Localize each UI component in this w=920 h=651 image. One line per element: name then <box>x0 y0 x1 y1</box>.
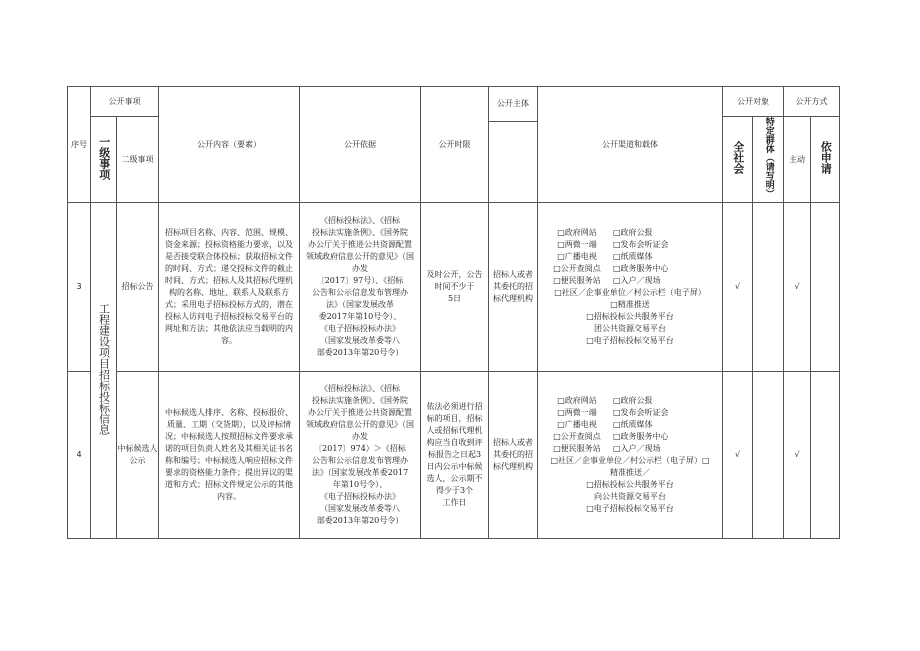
basis-line: 投标法实施条例》、《国务院 <box>312 228 408 237</box>
basis-line: 办公厅关于推进公共资源配置 <box>308 240 412 249</box>
header-subject-spacer <box>489 121 538 202</box>
row-item: 招标公告 <box>117 203 159 372</box>
channel-option: □两微一端 <box>557 240 597 249</box>
basis-line: 年第10号令）、 <box>332 480 388 489</box>
basis-line: 〔2017〕97号）、《招标 <box>316 276 404 285</box>
time-limit-line: 得少于3个 <box>435 486 474 495</box>
disclosure-table <box>67 86 840 539</box>
time-limit-line: 工作日 <box>442 498 467 507</box>
row-content: 中标候选人排序、名称、投标报价、质量、工期（交货期），以及评标情况；中标候选人按照招标文件要求承诺的项目负责人姓名及其相关证书名称和编号；中标候选人响应招标文件要求的资格能力条件；提出异议的渠道和方式；招标文件规定公示的其他内容。 <box>159 372 300 539</box>
row-target-specific-check <box>753 372 784 539</box>
row-basis <box>300 203 421 372</box>
time-limit-line: 构应当自收到评 <box>426 438 483 447</box>
header-basis: 公开依据 <box>300 87 421 203</box>
header-subject: 公开主体 <box>489 87 538 122</box>
channel-row <box>541 239 719 251</box>
channel-option: □政府公报 <box>613 228 653 237</box>
channel-option: □电子招标投标交易平台 <box>586 504 674 513</box>
header-channels: 公开渠道和载体 <box>538 87 723 203</box>
channel-option: □招标投标公共服务平台 <box>586 480 674 489</box>
row-method-apply-check <box>811 372 840 539</box>
basis-line: 《招标投标法》、《招标 <box>320 384 400 393</box>
header-seq: 序号 <box>68 87 91 203</box>
channel-option: □公开查阅点 <box>553 264 601 273</box>
basis-line: 《电子招标投标办法》 <box>320 324 400 333</box>
header-public-item: 公开事项 <box>91 87 159 117</box>
channel-option: □纸质媒体 <box>613 420 653 429</box>
basis-line: 领域政府信息公开的意见》（国办发 <box>306 252 414 273</box>
row-subject: 招标人或者其委托的招标代理机构 <box>489 203 538 372</box>
channel-option: 团公共资源交易平台 <box>594 324 666 333</box>
header-target-all-cell <box>723 117 753 203</box>
header-target-specific-cell <box>753 117 784 203</box>
channel-option: □广播电视 <box>557 252 597 261</box>
channel-option: □两微一端 <box>557 408 597 417</box>
row-channels <box>538 203 723 372</box>
basis-line: 办公厅关于推进公共资源配置 <box>308 408 412 417</box>
time-limit-line: 5日 <box>447 294 462 303</box>
header-target-all: 全社会 <box>731 141 745 174</box>
row-method-apply-check <box>811 203 840 372</box>
channel-row <box>541 443 719 455</box>
row-time-limit <box>421 372 489 539</box>
row-target-all-check: √ <box>723 203 753 372</box>
header-level1: 一级事项 <box>97 135 111 180</box>
channel-option: □精准推送 <box>610 300 650 309</box>
channel-option: □政府公报 <box>613 396 653 405</box>
channel-option: □政务服务中心 <box>613 432 669 441</box>
channel-row <box>541 227 719 239</box>
channel-option: □便民服务站 <box>553 276 601 285</box>
channel-option: □发布会听证会 <box>613 408 669 417</box>
channel-row <box>541 395 719 407</box>
row-item: 中标候选人公示 <box>117 372 159 539</box>
channel-option: □招标投标公共服务平台 <box>586 312 674 321</box>
time-limit-line: 日内公示中标候 <box>426 462 483 471</box>
row-seq: 4 <box>68 372 91 539</box>
header-target: 公开对象 <box>723 87 784 117</box>
channel-option: □发布会听证会 <box>613 240 669 249</box>
channel-option: □政务服务中心 <box>613 264 669 273</box>
header-content: 公开内容（要素） <box>159 87 300 203</box>
basis-line: （国家发展改革委等八 <box>320 336 400 345</box>
time-limit-line: 依法必须进行招 <box>426 402 483 411</box>
channel-option: □入户／现场 <box>613 276 661 285</box>
basis-line: 公告和公示信息发布管理办 <box>312 288 408 297</box>
basis-line: 《招标投标法》、《招标 <box>320 216 400 225</box>
basis-line: 《电子招标投标办法》 <box>320 492 400 501</box>
basis-line: 领域政府信息公开的意见》（国办发 <box>306 420 414 441</box>
channel-option: □便民服务站 <box>553 444 601 453</box>
time-limit-line: 选人，公示期不 <box>426 474 483 483</box>
header-level2: 二级事项 <box>117 117 159 203</box>
channel-row <box>541 431 719 443</box>
row-basis <box>300 372 421 539</box>
channel-row <box>541 275 719 287</box>
header-level1-cell <box>91 117 117 203</box>
table-row <box>68 203 840 372</box>
channel-option: □社区／企事业单位／村公示栏（电子屏） <box>554 288 706 297</box>
row-target-all-check: √ <box>723 372 753 539</box>
time-limit-line: 标的项目，招标 <box>426 414 483 423</box>
row-seq: 3 <box>68 203 91 372</box>
channel-option: □电子招标投标交易平台 <box>586 336 674 345</box>
channel-option: □政府网站 <box>557 396 597 405</box>
channel-row <box>541 407 719 419</box>
row-method-active-check: √ <box>784 203 811 372</box>
time-limit-line: 人或招标代理机 <box>426 426 483 435</box>
time-limit-line: 标报告之日起3 <box>427 450 482 459</box>
header-method-active: 主动 <box>784 117 811 203</box>
channel-row <box>541 251 719 263</box>
header-method: 公开方式 <box>784 87 840 117</box>
row-subject: 招标人或者其委托的招标代理机构 <box>489 372 538 539</box>
basis-line: （国家发展改革委等八 <box>320 504 400 513</box>
channel-option: □政府网站 <box>557 228 597 237</box>
basis-line: 部委2013年第20号令） <box>316 348 404 357</box>
header-time-limit: 公开时限 <box>421 87 489 203</box>
basis-line: 投标法实施条例》、《国务院 <box>312 396 408 405</box>
table-row <box>68 372 840 539</box>
basis-line: 法》（国家发展改革 <box>326 300 394 309</box>
channel-option: 向公共资源交易平台 <box>594 492 666 501</box>
row-method-active-check: √ <box>784 372 811 539</box>
channel-option: □纸质媒体 <box>613 252 653 261</box>
channel-option: □社区／企事业单位／村公示栏（电子屏）□ <box>550 456 710 465</box>
row-time-limit <box>421 203 489 372</box>
category-label: 工程建设项目招标投标信息 <box>97 302 111 435</box>
header-target-specific: 特定群体（请写明） <box>763 117 774 198</box>
row-content: 招标项目名称、内容、范围、规模、资金来源；投标资格能力要求，以及是否接受联合体投标；获取招标文件的时间、方式；递交投标文件的截止时间、方式；招标人及其招标代理机构的名称、地址、联系人及联系方式；采用电子招标投标方式的，潜在投标人访问电子招标投标交易平台的网址和方法；其他依法应当载明的内容。 <box>159 203 300 372</box>
time-limit-line: 时间不少于 <box>434 282 475 291</box>
channel-row <box>541 419 719 431</box>
row-target-specific-check <box>753 203 784 372</box>
channel-option: □入户／现场 <box>613 444 661 453</box>
channel-option: 精准推送／ <box>610 468 650 477</box>
basis-line: 部委2013年第20号令） <box>316 516 404 525</box>
time-limit-line: 及时公开，公告 <box>426 270 483 279</box>
basis-line: 法》（国家发展改革委2017 <box>311 468 409 477</box>
channel-option: □广播电视 <box>557 420 597 429</box>
basis-line: 委2017年第10号令）、 <box>318 312 402 321</box>
row-channels <box>538 372 723 539</box>
header-method-apply: 依申请 <box>819 141 833 174</box>
basis-line: 〔2017〕974）＞《招标 <box>314 444 406 453</box>
header-row-1 <box>68 87 840 117</box>
header-method-apply-cell <box>811 117 840 203</box>
basis-line: 公告和公示信息发布管理办 <box>312 456 408 465</box>
category-cell <box>91 203 117 539</box>
channel-row <box>541 263 719 275</box>
channel-option: □公开查阅点 <box>553 432 601 441</box>
